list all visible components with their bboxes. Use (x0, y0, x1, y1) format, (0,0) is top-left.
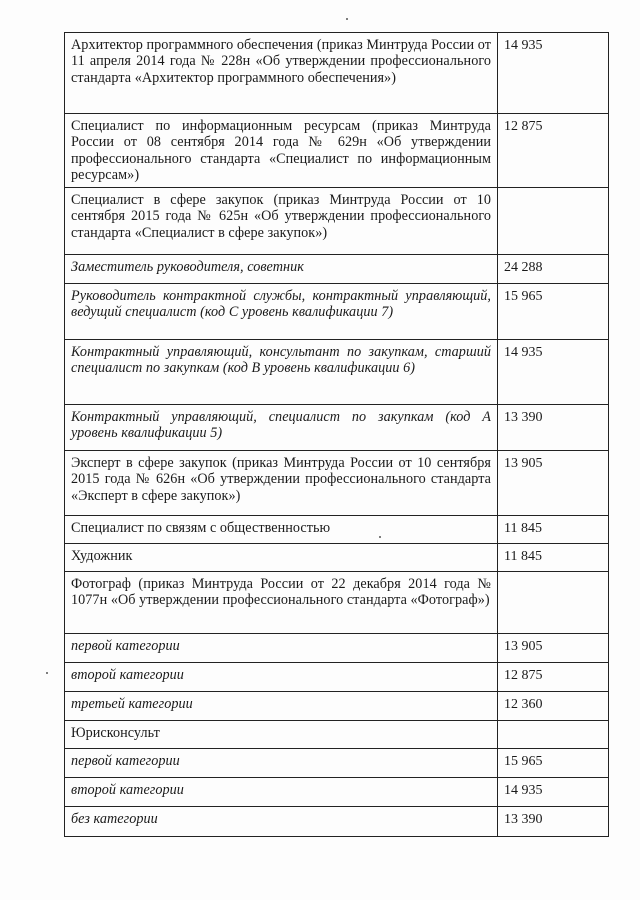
table-row (64, 571, 609, 634)
position-name: Архитектор программного обеспечения (приказ Минтруда России от 11 апреля 2014 года № 228н «Об утверждении профессионального стандарта «Архитектор программного обеспечения») (65, 33, 498, 113)
table-row (64, 777, 609, 807)
salary-value: 13 905 (504, 639, 543, 654)
salary-value: 14 935 (504, 783, 543, 798)
salary-value: 11 845 (504, 549, 542, 564)
table-row (64, 515, 609, 544)
table-row (64, 691, 609, 721)
scan-speck (46, 672, 48, 674)
position-name: Специалист по информационным ресурсам (приказ Минтруда России от 08 сентября 2014 года № 629н «Об утверждении профессионального стандарта «Специалист по информационным ресурсам») (65, 114, 498, 187)
salary-value: 15 965 (504, 754, 543, 769)
position-name: Контрактный управляющий, консультант по закупкам, старший специалист по закупкам (код В уровень квалификации 6) (65, 340, 498, 404)
salary-value (498, 721, 608, 748)
table-row (64, 748, 609, 778)
position-name: первой категории (65, 634, 498, 662)
table-row (64, 113, 609, 188)
table-row (64, 187, 609, 255)
table-row (64, 543, 609, 572)
salary-value: 12 360 (504, 697, 543, 712)
position-name: второй категории (65, 663, 498, 691)
salary-value: 24 288 (504, 260, 543, 275)
table-row (64, 254, 609, 284)
table-row (64, 806, 609, 837)
position-name: Юрисконсульт (65, 721, 498, 748)
position-name: Контрактный управляющий, специалист по закупкам (код А уровень квалификации 5) (65, 405, 498, 450)
table-row (64, 283, 609, 340)
position-name: Эксперт в сфере закупок (приказ Минтруда России от 10 сентября 2015 года № 626н «Об утверждении профессионального стандарта «Эксперт в сфере закупок») (65, 451, 498, 515)
table-row (64, 450, 609, 516)
salary-value: 12 875 (504, 119, 543, 134)
position-name: первой категории (65, 749, 498, 777)
position-name: без категории (65, 807, 498, 836)
salary-value: 11 845 (504, 521, 542, 536)
salary-value (498, 188, 608, 254)
position-name: Специалист в сфере закупок (приказ Минтруда России от 10 сентября 2015 года № 625н «Об утверждении профессионального стандарта «Специалист в сфере закупок») (65, 188, 498, 254)
table-row (64, 339, 609, 405)
salary-value: 14 935 (504, 38, 543, 53)
salary-value: 13 905 (504, 456, 543, 471)
position-name: Художник (65, 544, 498, 571)
table-row (64, 633, 609, 663)
table-row (64, 32, 609, 114)
position-name: Фотограф (приказ Минтруда России от 22 декабря 2014 года № 1077н «Об утверждении профессионального стандарта «Фотограф») (65, 572, 498, 633)
scan-speck (346, 18, 348, 20)
salary-value: 13 390 (504, 410, 543, 425)
table-row (64, 662, 609, 692)
table-row (64, 404, 609, 451)
table-row (64, 720, 609, 749)
position-name: третьей категории (65, 692, 498, 720)
scan-speck (379, 536, 381, 538)
salary-value (498, 572, 608, 633)
salary-value: 14 935 (504, 345, 543, 360)
position-name: Специалист по связям с общественностью (65, 516, 498, 543)
position-name: Заместитель руководителя, советник (65, 255, 498, 283)
salary-value: 13 390 (504, 812, 543, 827)
position-name: Руководитель контрактной службы, контрактный управляющий, ведущий специалист (код С уровень квалификации 7) (65, 284, 498, 339)
salary-value: 15 965 (504, 289, 543, 304)
salary-value: 12 875 (504, 668, 543, 683)
position-name: второй категории (65, 778, 498, 806)
